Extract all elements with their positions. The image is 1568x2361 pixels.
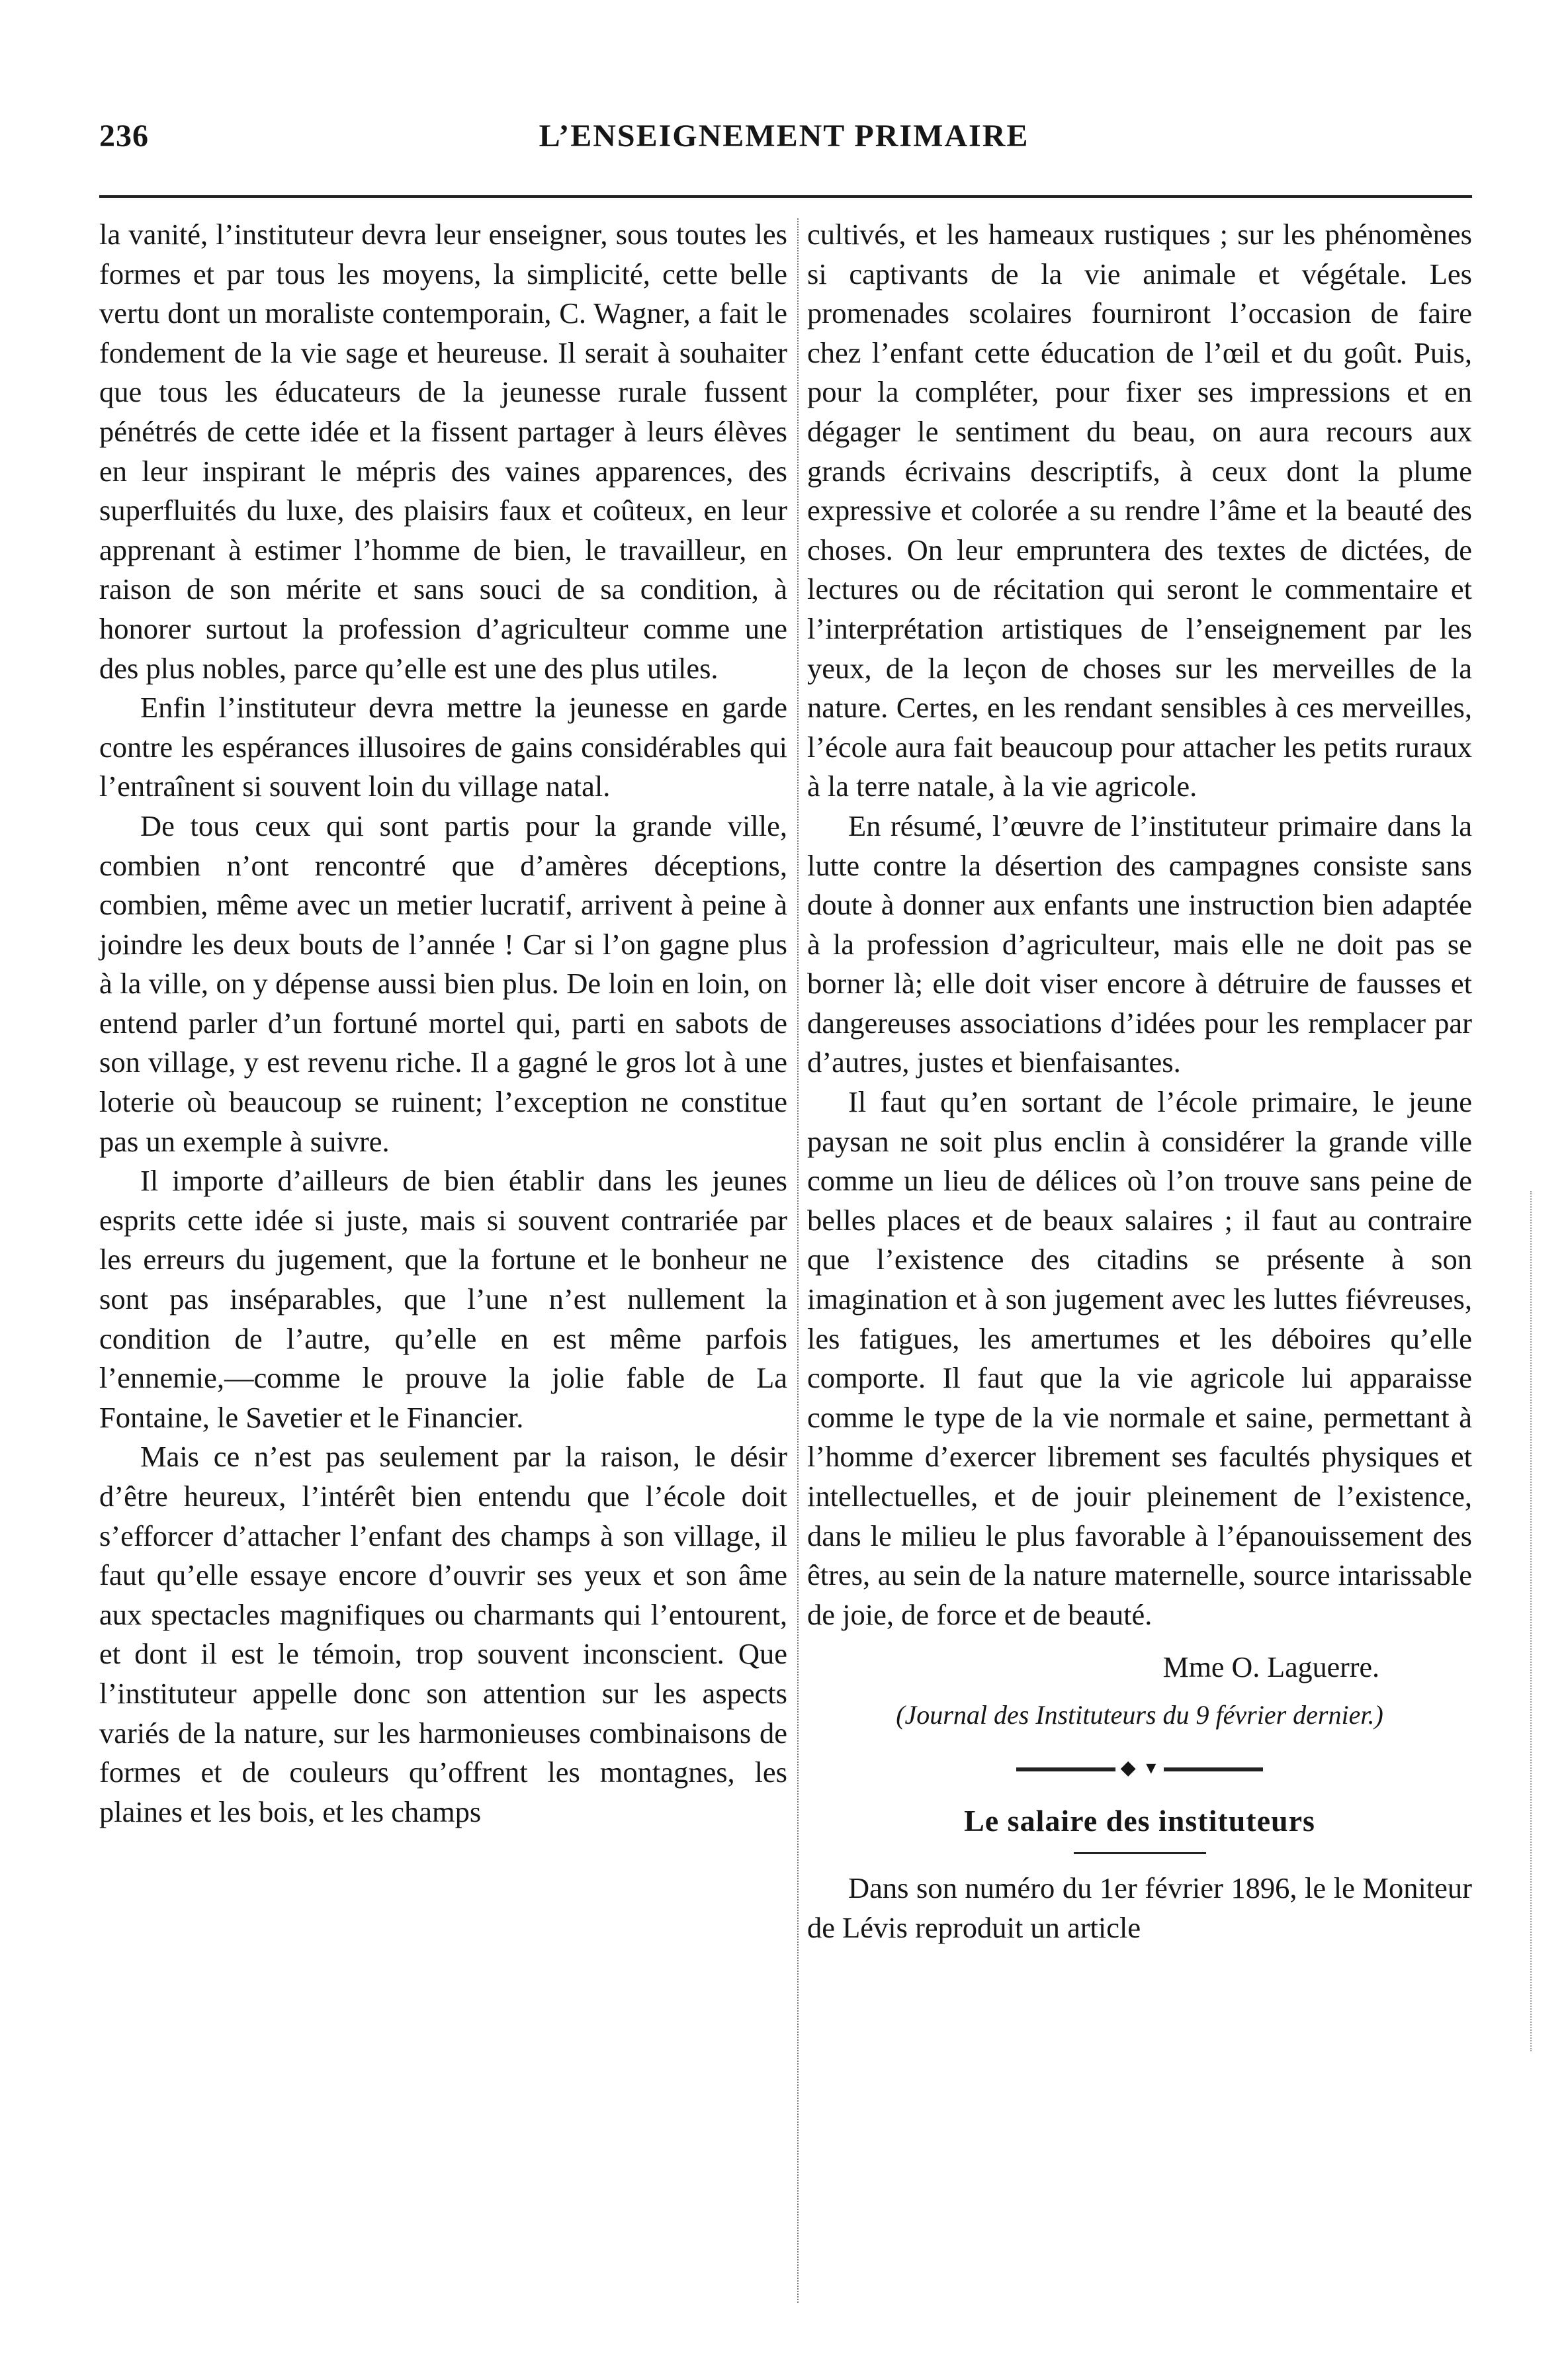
page-edge-marks [1530,1191,1532,2051]
page-header [99,118,1469,171]
ornament-glyph: ◆ ▾ [1120,1756,1159,1779]
ornament-divider [807,1755,1472,1781]
ornament-bar-left [1016,1767,1115,1771]
title-rule [1074,1852,1206,1854]
paragraph: En résumé, l’œuvre de l’instituteur primaire dans la lutte contre la désertion des campagnes consiste sans doute à donner aux enfants une instruction bien adaptée à la profession d’agriculteur, mais elle ne doit pas se borner là; elle doit viser encore à détruire de fausses et dangereuses associations d’idées pour les remplacer par d’autres, justes et bienfaisantes. [807,809,1472,1079]
paragraph: la vanité, l’instituteur devra leur enseigner, sous toutes les formes et par tous les moyens, la simplicité, cette belle vertu dont un moraliste contemporain, C. Wagner, a fait le fondement de la vie sage et heureuse. Il serait à souhaiter que tous les éducateurs de la jeunesse rurale fussent pénétrés de cette idée et la fissent partager à leurs élèves en leur inspirant le mépris des vaines apparences, des superfluités du luxe, des plaisirs faux et coûteux, en leur apprenant à estimer l’homme de bien, le travailleur, en raison de son mérite et sans souci de sa condition, à honorer surtout la profession d’agriculteur comme une des plus nobles, parce qu’elle est une des plus utiles. [99,218,787,685]
running-title: L’ENSEIGNEMENT PRIMAIRE [539,118,1029,154]
author-signature: Mme O. Laguerre. [1162,1651,1379,1684]
section-title: Le salaire des instituteurs [964,1803,1315,1838]
source-citation: (Journal des Instituteurs du 9 février dernier.) [896,1699,1383,1730]
left-column [99,215,787,1832]
page-number: 236 [99,118,149,154]
paragraph: cultivés, et les hameaux rustiques ; sur les phénomènes si captivants de la vie animale et végétale. Les promenades scolaires fourniront l’occasion de faire chez l’enfant cette éducation de l’œil et du goût. Puis, pour la compléter, pour fixer ses impressions et en dégager le sentiment du beau, on aura recours aux grands écrivains descriptifs, à ceux dont la plume expressive et colorée a su rendre l’âme et la beauté des choses. On leur empruntera des textes de dictées, de lectures ou de récitation qui seront le commentaire et l’interprétation artistiques de l’enseignement par les yeux, de la leçon de choses sur les merveilles de la nature. Certes, en les rendant sensibles à ces merveilles, l’école aura fait beaucoup pour attacher les petits ruraux à la terre natale, à la vie agricole. [807,218,1472,803]
paragraph: Il faut qu’en sortant de l’école primaire, le jeune paysan ne soit plus enclin à considérer la grande ville comme un lieu de délices où l’on trouve sans peine de belles places et de beaux salaires ; il faut au contraire que l’existence des citadins se présente à son imagination et à son jugement avec les luttes fiévreuses, les fatigues, les amertumes et les déboires qu’elle comporte. Il faut que la vie agricole lui apparaisse comme le type de la vie normale et saine, permettant à l’homme d’exercer librement ses facultés physiques et intellectuelles, et de jouir pleinement de l’existence, dans le milieu le plus favorable à l’épanouissement des êtres, au sein de la nature maternelle, source intarissable de joie, de force et de beauté. [807,1085,1472,1631]
ornament-bar-right [1164,1767,1263,1771]
paragraph: Il importe d’ailleurs de bien établir dans les jeunes esprits cette idée si juste, mais si souvent contrariée par les erreurs du jugement, que la fortune et le bonheur ne sont pas inséparables, que l’une n’est nullement la condition de l’autre, qu’elle en est même parfois l’ennemie,—comme le prouve la jolie fable de La Fontaine, le Savetier et le Financier. [99,1164,787,1434]
header-rule [99,195,1472,198]
column-divider [797,218,799,2303]
paragraph: Enfin l’instituteur devra mettre la jeunesse en garde contre les espérances illusoires de gains considérables qui l’entraînent si souvent loin du village natal. [99,691,787,803]
paragraph: Dans son numéro du 1er février 1896, le le Moniteur de Lévis reproduit un article [807,1871,1472,1944]
paragraph: De tous ceux qui sont partis pour la grande ville, combien n’ont rencontré que d’amères déceptions, combien, même avec un metier lucratif, arrivent à peine à joindre les deux bouts de l’année ! Car si l’on gagne plus à la ville, on y dépense aussi bien plus. De loin en loin, on entend parler d’un fortuné mortel qui, parti en sabots de son village, y est revenu riche. Il a gagné le gros lot à une loterie où beaucoup se ruinent; l’exception ne constitue pas un exemple à suivre. [99,809,787,1158]
paragraph: Mais ce n’est pas seulement par la raison, le désir d’être heureux, l’intérêt bien entendu que l’école doit s’efforcer d’attacher l’enfant des champs à son village, il faut qu’elle essaye encore d’ouvrir ses yeux et son âme aux spectacles magnifiques ou charmants qui l’entourent, et dont il est le témoin, trop souvent inconscient. Que l’instituteur appelle donc son attention sur les aspects variés de la nature, sur les harmonieuses combinaisons de formes et de couleurs qu’offrent les montagnes, les plaines et les bois, et les champs [99,1440,787,1828]
right-column [807,215,1472,1947]
